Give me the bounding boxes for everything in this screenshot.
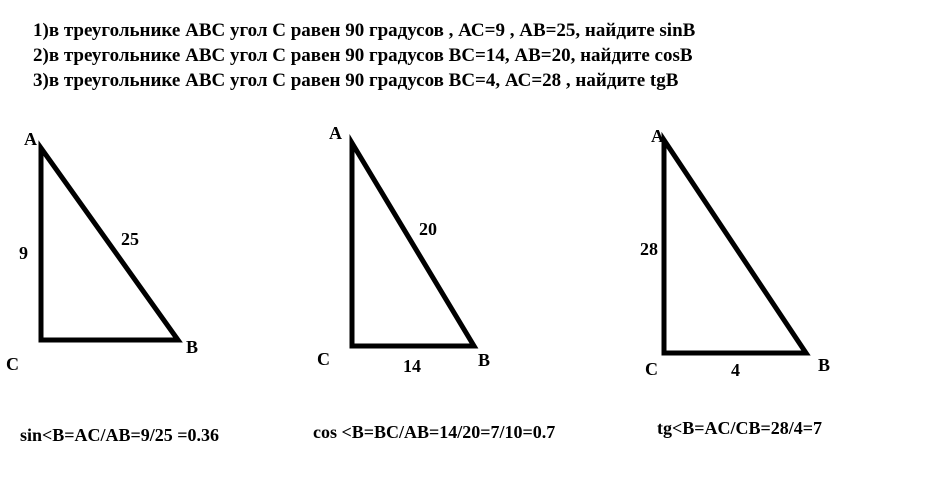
problem-3-text: 3)в треугольнике АВС угол С равен 90 градусов ВС=4, АС=28 , найдите tgB xyxy=(33,70,679,91)
t1-vertex-a-label: A xyxy=(24,129,37,149)
formula-2: cos <B=BC/AB=14/20=7/10=0.7 xyxy=(313,422,556,442)
problem-1-text: 1)в треугольнике АВС угол С равен 90 градусов , АС=9 , АВ=25, найдите sinB xyxy=(33,20,696,41)
t2-hypotenuse-label: 20 xyxy=(419,219,437,239)
triangle-1 xyxy=(41,148,178,340)
problem-2-text: 2)в треугольнике АВС угол С равен 90 градусов ВС=14, АВ=20, найдите cosB xyxy=(33,45,693,66)
t1-hypotenuse-label: 25 xyxy=(121,229,139,249)
t3-leg-ac-label: 28 xyxy=(640,239,658,259)
triangle-3 xyxy=(664,140,806,353)
t2-leg-bc-label: 14 xyxy=(403,356,421,376)
formula-3: tg<B=AC/CB=28/4=7 xyxy=(657,418,823,438)
t3-vertex-b-label: B xyxy=(818,355,831,375)
formula-1: sin<B=AC/AB=9/25 =0.36 xyxy=(20,425,220,445)
t3-vertex-c-label: C xyxy=(645,359,658,379)
t1-leg-ac-label: 9 xyxy=(19,243,28,263)
t2-vertex-c-label: C xyxy=(317,349,330,369)
t1-vertex-c-label: C xyxy=(6,354,19,374)
t2-vertex-b-label: B xyxy=(478,350,491,370)
t1-vertex-b-label: B xyxy=(186,337,199,357)
triangle-2 xyxy=(352,143,474,346)
t3-leg-bc-label: 4 xyxy=(731,360,740,380)
t3-vertex-a-label: A xyxy=(651,126,664,146)
t2-vertex-a-label: A xyxy=(329,123,342,143)
